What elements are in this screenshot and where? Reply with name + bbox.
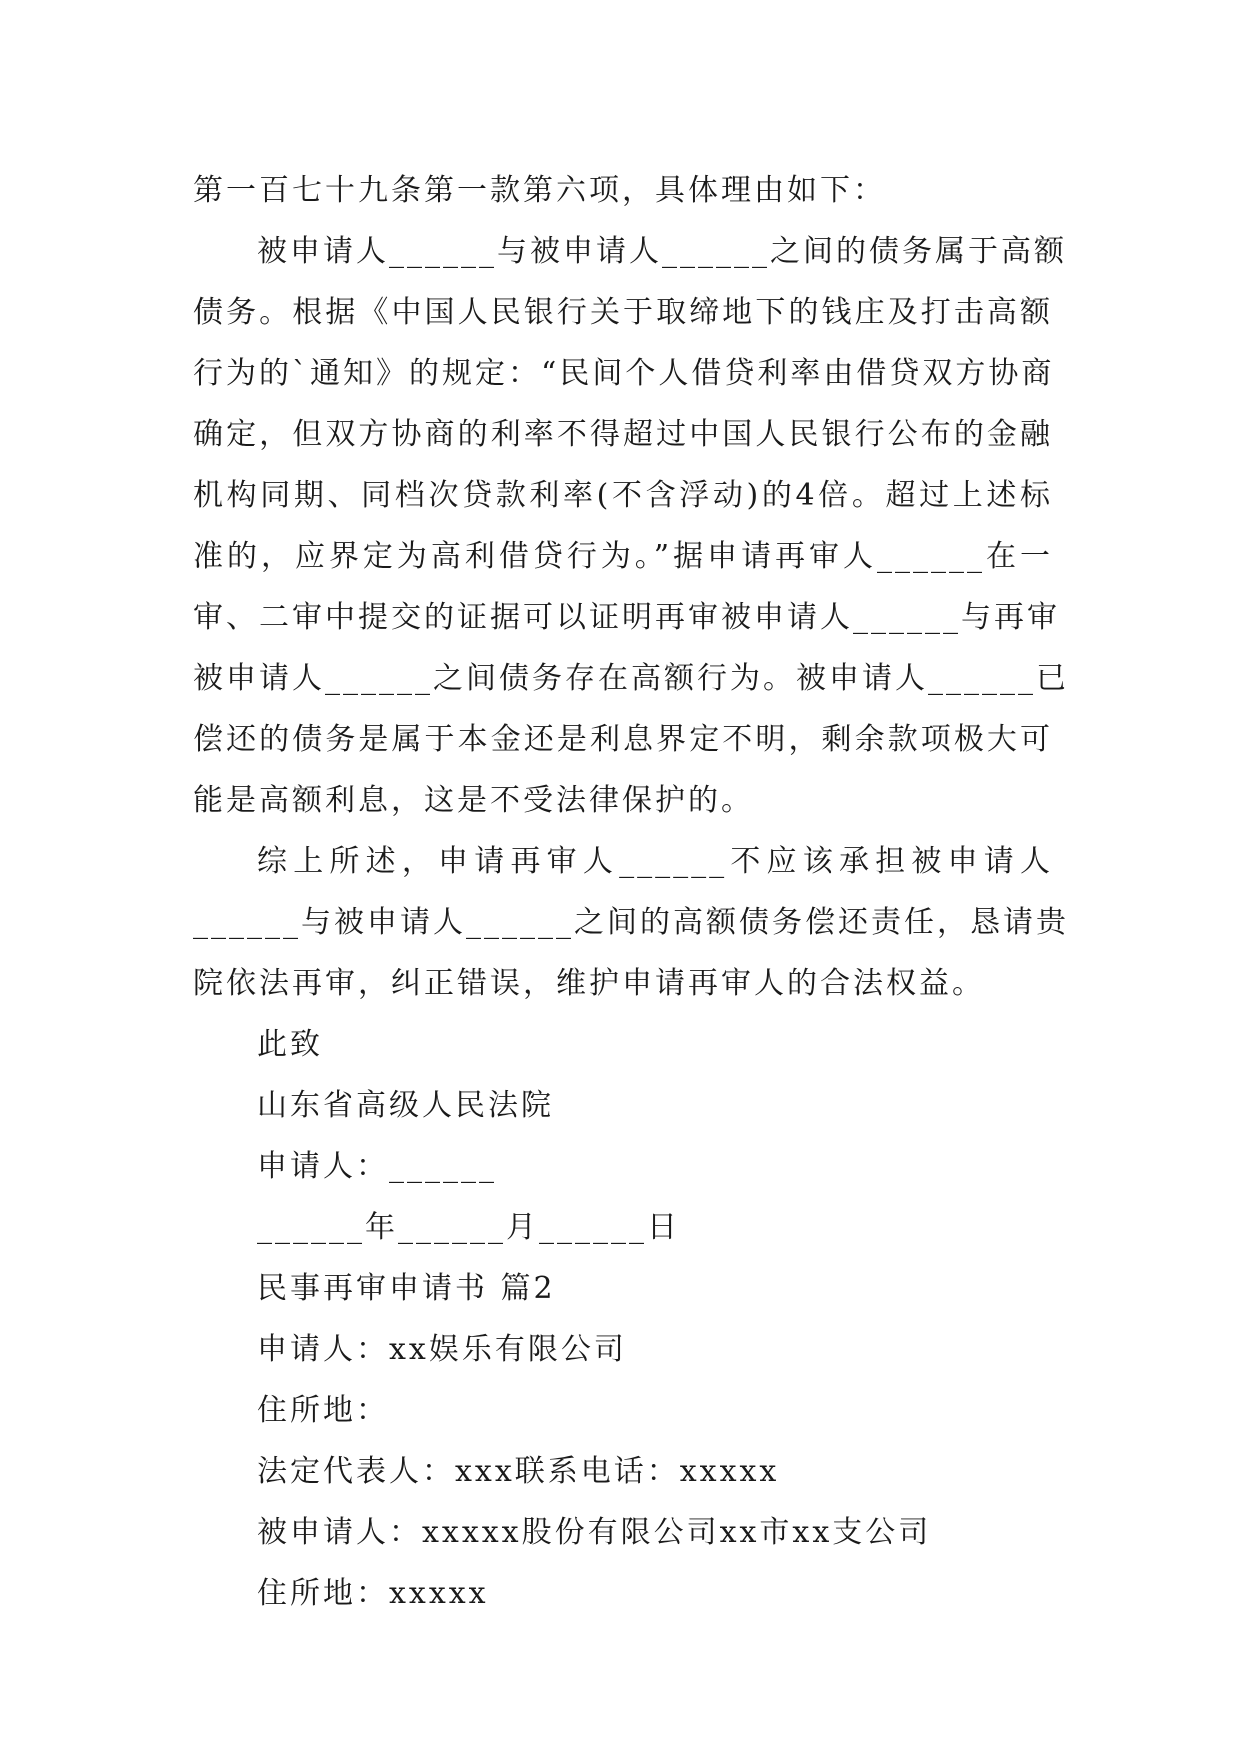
text-line: 准的，应界定为高利借贷行为。”据申请再审人______在一 bbox=[193, 539, 1053, 574]
text-line: 机构同期、同档次贷款利率(不含浮动)的4倍。超过上述标 bbox=[193, 478, 1053, 513]
text-line: 行为的`通知》的规定：“民间个人借贷利率由借贷双方协商 bbox=[193, 356, 1055, 391]
section-heading: 民事再审申请书 篇2 bbox=[257, 1271, 556, 1306]
text-line: 申请人：xx娱乐有限公司 bbox=[257, 1332, 627, 1367]
text-line: 被申请人：xxxxx股份有限公司xx市xx支公司 bbox=[257, 1515, 932, 1550]
text-line: 法定代表人：xxx联系电话：xxxxx bbox=[257, 1454, 780, 1489]
text-line: 债务。根据《中国人民银行关于取缔地下的钱庄及打击高额 bbox=[193, 295, 1053, 330]
text-line: 住所地：xxxxx bbox=[257, 1576, 489, 1611]
text-line: 第一百七十九条第一款第六项，具体理由如下： bbox=[193, 173, 886, 208]
document-body bbox=[193, 160, 1069, 1624]
text-line: 综上所述，申请再审人______不应该承担被申请人 bbox=[257, 844, 1053, 879]
text-line: ______年______月______日 bbox=[257, 1210, 680, 1245]
text-line: 被申请人______与被申请人______之间的债务属于高额 bbox=[257, 234, 1067, 269]
text-line: 院依法再审，纠正错误，维护申请再审人的合法权益。 bbox=[193, 966, 985, 1001]
text-line: 申请人：______ bbox=[257, 1149, 497, 1184]
text-line: 此致 bbox=[257, 1027, 323, 1062]
text-line: 审、二审中提交的证据可以证明再审被申请人______与再审 bbox=[193, 600, 1060, 635]
text-line: 被申请人______之间债务存在高额行为。被申请人______已 bbox=[193, 661, 1069, 696]
text-line: ______与被申请人______之间的高额债务偿还责任，恳请贵 bbox=[193, 905, 1069, 940]
text-line: 偿还的债务是属于本金还是利息界定不明，剩余款项极大可 bbox=[193, 722, 1053, 757]
text-line: 住所地： bbox=[257, 1393, 389, 1428]
text-line: 确定，但双方协商的利率不得超过中国人民银行公布的金融 bbox=[193, 417, 1053, 452]
text-line: 能是高额利息，这是不受法律保护的。 bbox=[193, 783, 754, 818]
text-line: 山东省高级人民法院 bbox=[257, 1088, 554, 1123]
